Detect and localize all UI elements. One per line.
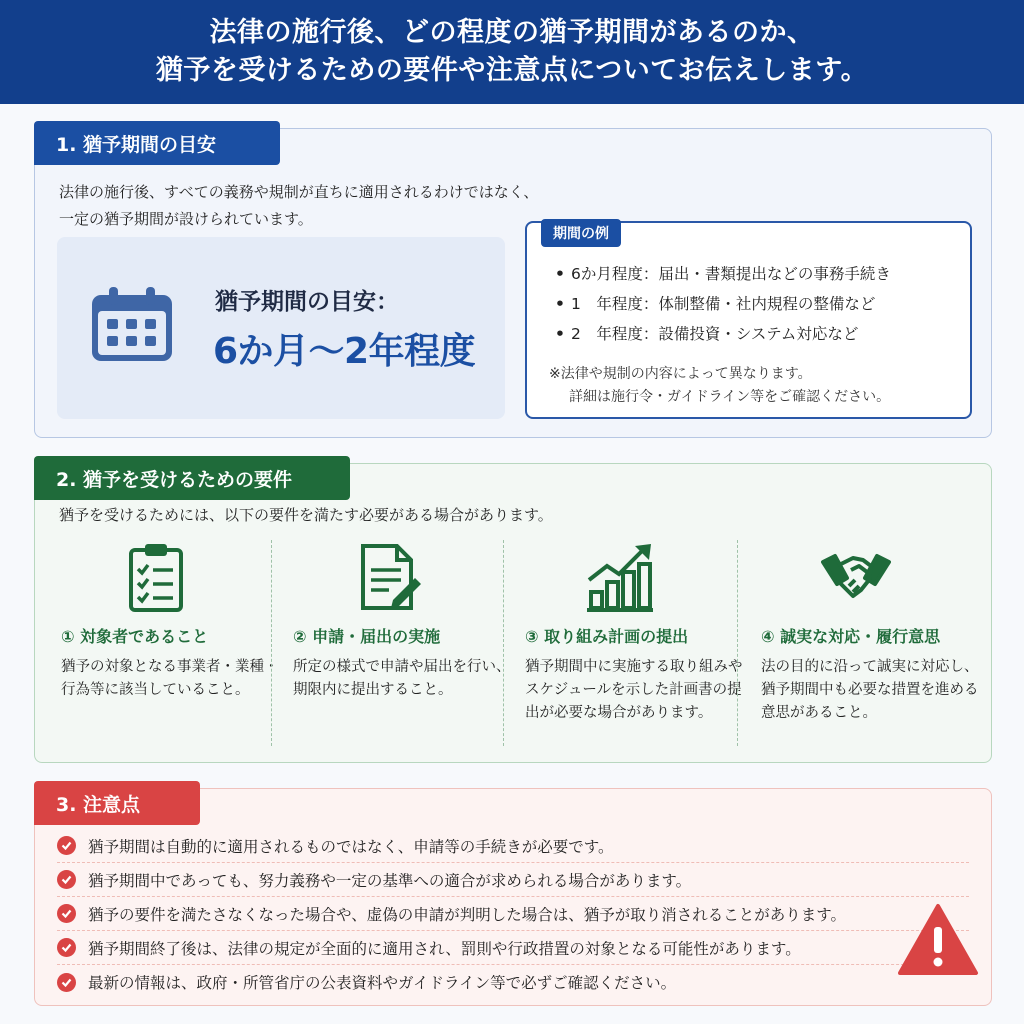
header-line-2: 猶予を受けるための要件や注意点についてお伝えします。 bbox=[155, 55, 869, 86]
requirement-title: ① 対象者であること bbox=[61, 627, 209, 646]
example-item: • 1 年程度：体制整備・社内規程の整備など bbox=[555, 295, 876, 313]
check-icon bbox=[57, 836, 76, 855]
requirement-2 bbox=[293, 536, 519, 752]
growth-chart-icon bbox=[585, 542, 655, 612]
note-line-1: ※法律や規制の内容によって異なります。 bbox=[549, 366, 812, 382]
requirement-desc: 所定の様式で申請や届出を行い、期限内に提出すること。 bbox=[293, 659, 511, 698]
guide-box bbox=[57, 237, 505, 419]
clipboard-checklist-icon bbox=[121, 542, 191, 612]
section-grace-period bbox=[34, 128, 992, 438]
intro-line-1: 法律の施行後、すべての義務や規制が直ちに適用されるわけではなく、 bbox=[59, 183, 539, 201]
check-icon bbox=[57, 904, 76, 923]
header-line-1: 法律の施行後、どの程度の猶予期間があるのか、 bbox=[209, 17, 815, 48]
requirement-desc: 猶予の対象となる事業者・業種・行為等に該当していること。 bbox=[61, 659, 279, 698]
calendar-icon bbox=[89, 285, 175, 365]
check-icon bbox=[57, 938, 76, 957]
note-item: 最新の情報は、政府・所管省庁の公表資料やガイドライン等で必ずご確認ください。 bbox=[57, 965, 969, 999]
requirement-title: ③ 取り組み計画の提出 bbox=[525, 627, 689, 646]
section-1-tab: 1. 猶予期間の目安 bbox=[34, 121, 280, 165]
intro-line-2: 一定の猶予期間が設けられています。 bbox=[59, 210, 313, 228]
note-item: 猶予期間中であっても、努力義務や一定の基準への適合が求められる場合があります。 bbox=[57, 863, 969, 897]
guide-label: 猶予期間の目安： bbox=[215, 289, 399, 315]
requirement-desc: 法の目的に沿って誠実に対応し、猶予期間中も必要な措置を進める意思があること。 bbox=[761, 659, 979, 721]
requirement-4 bbox=[761, 536, 987, 752]
section-2-tab: 2. 猶予を受けるための要件 bbox=[34, 456, 350, 500]
example-box bbox=[525, 221, 972, 419]
requirement-title: ④ 誠実な対応・履行意思 bbox=[761, 627, 941, 646]
note-item: 猶予の要件を満たさなくなった場合や、虚偽の申請が判明した場合は、猶予が取り消されることがあります。 bbox=[57, 897, 969, 931]
example-list bbox=[555, 259, 891, 349]
example-note bbox=[549, 363, 890, 409]
section-1-intro bbox=[59, 179, 538, 233]
requirement-desc: 猶予期間中に実施する取り組みやスケジュールを示した計画書の提出が必要な場合があります。 bbox=[525, 659, 743, 721]
example-item: • 2 年程度：設備投資・システム対応など bbox=[555, 325, 859, 343]
section-notes bbox=[34, 788, 992, 1006]
document-pen-icon bbox=[353, 542, 423, 612]
note-line-2: 詳細は施行令・ガイドライン等をご確認ください。 bbox=[569, 389, 891, 405]
divider bbox=[737, 540, 738, 746]
section-3-tab: 3. 注意点 bbox=[34, 781, 200, 825]
section-requirements bbox=[34, 463, 992, 763]
check-icon bbox=[57, 870, 76, 889]
requirement-3 bbox=[525, 536, 751, 752]
examples-tag: 期間の例 bbox=[541, 219, 621, 247]
page-header bbox=[0, 0, 1024, 104]
note-item: 猶予期間は自動的に適用されるものではなく、申請等の手続きが必要です。 bbox=[57, 829, 969, 863]
example-item: • 6か月程度：届出・書類提出などの事務手続き bbox=[555, 265, 891, 283]
note-item: 猶予期間終了後は、法律の規定が全面的に適用され、罰則や行政措置の対象となる可能性があります。 bbox=[57, 931, 969, 965]
notes-list bbox=[57, 829, 969, 999]
guide-value: 6か月〜2年程度 bbox=[213, 331, 476, 372]
divider bbox=[503, 540, 504, 746]
requirement-1 bbox=[61, 536, 287, 752]
divider bbox=[271, 540, 272, 746]
check-icon bbox=[57, 973, 76, 992]
section-2-intro: 猶予を受けるためには、以下の要件を満たす必要がある場合があります。 bbox=[59, 506, 553, 524]
requirement-title: ② 申請・届出の実施 bbox=[293, 627, 441, 646]
warning-triangle-icon bbox=[897, 903, 979, 977]
handshake-icon bbox=[821, 542, 891, 612]
